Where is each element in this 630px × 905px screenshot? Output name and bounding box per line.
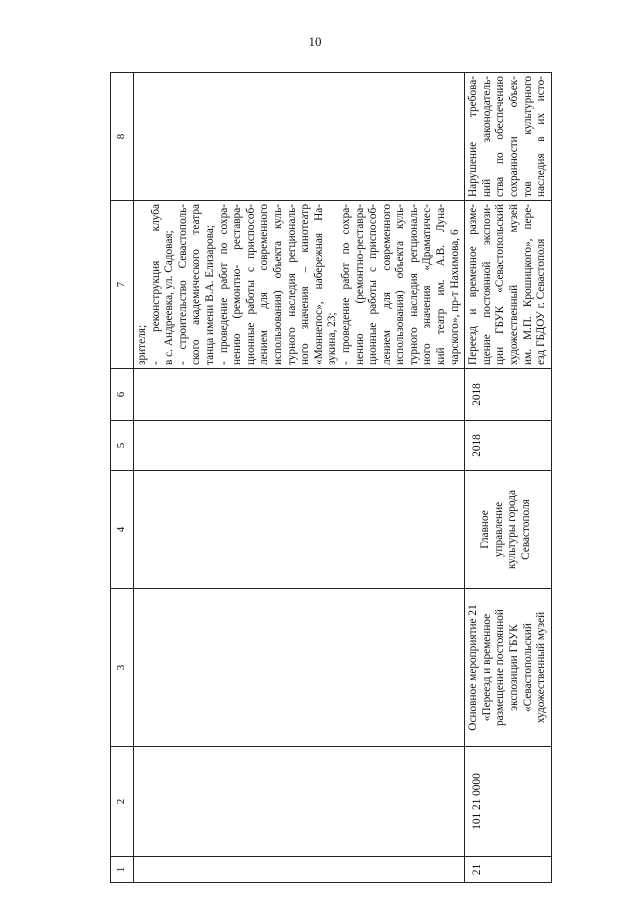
cell-end-prev <box>134 369 465 421</box>
text-line: - строительство Севастополь- <box>176 204 189 365</box>
text-line: Нарушение требова- <box>467 76 480 197</box>
cell-expected-result <box>465 201 552 369</box>
text-line: ции ГБУК «Севастопольский <box>494 204 507 365</box>
header-col-6: 6 <box>111 369 134 421</box>
text-line: Главное <box>479 510 492 549</box>
text-line: нению (ремонтно- реставра- <box>231 204 244 365</box>
cell-result-prev <box>134 201 465 369</box>
header-col-8: 8 <box>111 73 134 201</box>
header-col-1: 1 <box>111 857 134 883</box>
header-col-2: 2 <box>111 747 134 857</box>
text-line: ционные работы с приспособ- <box>367 204 380 365</box>
cell-executor-prev <box>134 471 465 589</box>
text-line: зукина, 23; <box>326 312 339 365</box>
text-line: тов культурного <box>521 76 534 197</box>
text-line: танца имени В.А. Елизарова; <box>203 224 216 365</box>
header-col-3: 3 <box>111 589 134 747</box>
cell-row-number: 21 <box>465 857 552 883</box>
text-line: щение постоянной экспози- <box>480 204 493 365</box>
text-line: наследия в их исто- <box>535 76 548 197</box>
text-line: ского академического театра <box>190 204 203 365</box>
text-line: «Севастопольский <box>521 623 534 712</box>
table-row-21 <box>465 73 552 883</box>
cell-num-prev <box>134 857 465 883</box>
header-col-5: 5 <box>111 421 134 471</box>
rotated-table-container <box>110 73 548 883</box>
cell-start-prev <box>134 421 465 471</box>
measures-table <box>110 72 552 883</box>
cell-measure-name <box>465 589 552 747</box>
text-line: сохранности объек- <box>508 76 521 197</box>
text-line: им. М.П. Крошицкого», пере- <box>521 204 534 365</box>
text-line: художественный музей <box>535 611 548 724</box>
text-line: «Переезд и временное <box>480 613 493 722</box>
text-line: Переезд и временное разме- <box>467 204 480 365</box>
text-line: ного значения «Драматичес- <box>421 204 434 365</box>
cell-budget-code: 101 21 0000 <box>465 747 552 857</box>
cell-end-year: 2018 <box>465 369 552 421</box>
text-line: - проведение работ по сохра- <box>217 204 230 365</box>
text-line: нению (ремонтно-реставра- <box>353 204 366 365</box>
table-row-continued <box>134 73 465 883</box>
cell-start-year: 2018 <box>465 421 552 471</box>
text-line: - реконструкция клуба <box>149 204 162 365</box>
text-line: чарского», пр-т Нахимова, 6 <box>448 229 461 365</box>
text-line: культуры города <box>506 489 519 570</box>
text-line: управление <box>492 501 505 558</box>
text-line: в с. Андреевка, ул. Садовая; <box>163 230 176 365</box>
text-line: турного наследия регциональ- <box>407 204 420 365</box>
text-line: лением для современного <box>258 204 271 365</box>
text-line: ного значения – кинотеатр <box>299 204 312 365</box>
text-line: ний законодатель- <box>480 76 493 197</box>
header-col-4: 4 <box>111 471 134 589</box>
cell-name-prev <box>134 589 465 747</box>
text-line: лением для современного <box>380 204 393 365</box>
text-line: «Моннепос», набережная На- <box>312 204 325 365</box>
header-row <box>111 73 134 883</box>
header-col-7: 7 <box>111 201 134 369</box>
text-line: кий театр им. А.В. Луна- <box>435 204 448 365</box>
text-line: экспозиции ГБУК <box>508 624 521 711</box>
text-line: художественный музей <box>508 204 521 365</box>
text-line: использования) объекта куль- <box>394 204 407 365</box>
text-line: ционные работы с приспособ- <box>244 204 257 365</box>
cell-code-prev <box>134 747 465 857</box>
page-number: 10 <box>308 34 322 49</box>
text-line: езд ГБДОУ г. Севастополя <box>535 238 548 365</box>
cell-consequences <box>465 73 552 201</box>
cell-consequence-prev <box>134 73 465 201</box>
text-line: Основное мероприятие 21 <box>467 604 480 731</box>
text-line: использования) объекта куль- <box>271 204 284 365</box>
cell-executor <box>465 471 552 589</box>
text-line: размещение постоянной <box>494 609 507 726</box>
text-line: ства по обеспечению <box>494 76 507 197</box>
text-line: зрителя; <box>136 324 148 365</box>
text-line: Севастополя <box>520 499 533 560</box>
text-line: турного наследия регциональ- <box>285 204 298 365</box>
text-line: - проведение работ по сохра- <box>339 204 352 365</box>
